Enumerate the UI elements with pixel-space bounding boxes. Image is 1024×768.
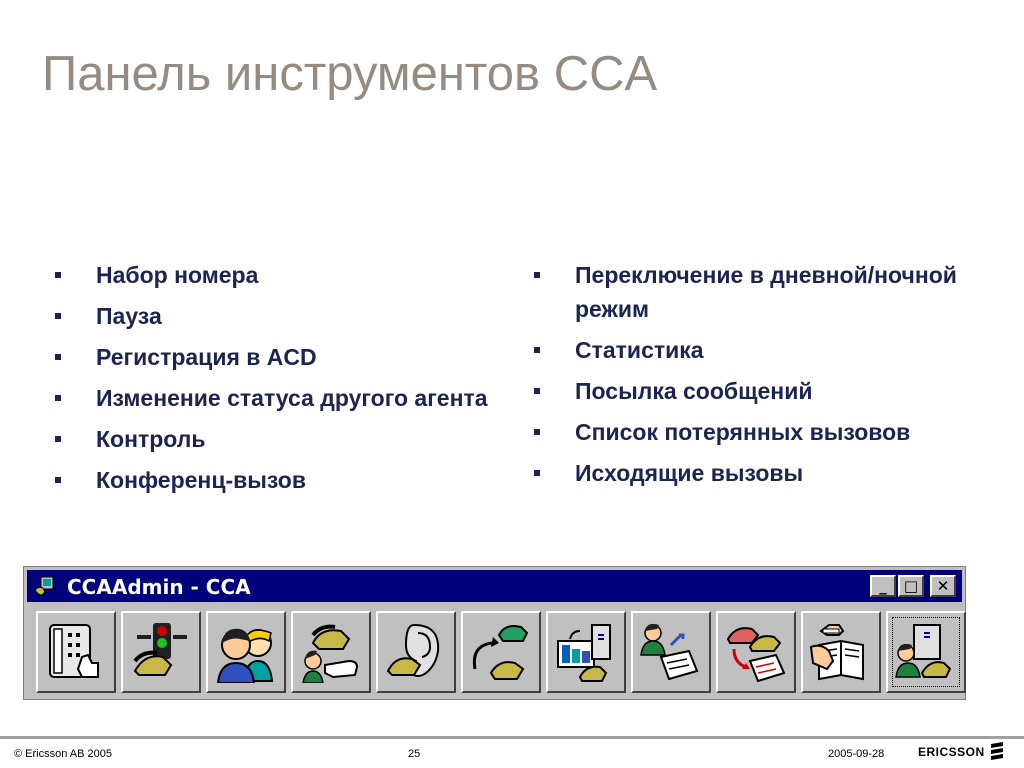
minimize-button[interactable]	[870, 575, 896, 597]
ear-phone-icon	[384, 621, 448, 683]
bullet-item	[96, 258, 496, 292]
bullet-item	[575, 333, 975, 367]
bullet-marker	[55, 313, 61, 319]
maximize-icon: □	[903, 577, 919, 595]
bullet-marker	[534, 272, 540, 278]
dial-button[interactable]	[36, 611, 116, 693]
bullet-text: Переключение в дневной/ночной режим	[575, 262, 957, 322]
outgoing-calls-button[interactable]	[886, 611, 966, 693]
bullet-text: Контроль	[96, 426, 206, 452]
bullet-item	[96, 422, 496, 456]
send-message-button[interactable]	[631, 611, 711, 693]
page-number: 25	[408, 748, 421, 760]
bullet-text: Исходящие вызовы	[575, 460, 804, 486]
bullet-marker	[534, 347, 540, 353]
minimize-icon: _	[879, 577, 887, 595]
close-icon: ✕	[936, 577, 950, 595]
phone-calendar-icon	[724, 621, 788, 683]
close-button[interactable]	[930, 575, 956, 597]
bullet-text: Набор номера	[96, 262, 259, 288]
bullet-text: Статистика	[575, 337, 704, 363]
agent-calendar-icon	[639, 621, 703, 683]
monitor-button[interactable]	[376, 611, 456, 693]
traffic-light-phone-icon	[129, 621, 193, 683]
ericsson-logo: ERICSSON	[918, 745, 985, 759]
slide-title: Панель инструментов CCA	[42, 47, 658, 101]
bullet-marker	[534, 470, 540, 476]
bullet-marker	[55, 477, 61, 483]
cca-window	[23, 566, 966, 700]
bullet-item	[96, 340, 496, 374]
day-night-mode-button[interactable]	[801, 611, 881, 693]
bullet-text: Изменение статуса другого агента	[96, 385, 488, 411]
bullet-item	[575, 258, 975, 326]
bullet-item	[575, 374, 975, 408]
hand-book-icon	[809, 621, 873, 683]
bullet-text: Посылка сообщений	[575, 378, 813, 404]
bullet-item	[96, 463, 496, 497]
bullet-text: Список потерянных вызовов	[575, 419, 911, 445]
bullet-item	[575, 415, 975, 449]
bullet-item	[96, 299, 496, 333]
bullet-marker	[534, 429, 540, 435]
left-bullet-list	[96, 258, 496, 504]
bullet-marker	[55, 272, 61, 278]
window-title: CCAAdmin - CCA	[67, 575, 251, 599]
statistics-button[interactable]	[546, 611, 626, 693]
pause-button[interactable]	[121, 611, 201, 693]
bullet-marker	[55, 436, 61, 442]
phone-transfer-icon	[469, 621, 533, 683]
footer-divider	[0, 736, 1024, 739]
copyright: © Ericsson AB 2005	[14, 748, 112, 760]
footer-date: 2005-09-28	[828, 748, 885, 760]
change-agent-status-button[interactable]	[291, 611, 371, 693]
bullet-item	[575, 456, 975, 490]
right-bullet-list	[575, 258, 975, 497]
ericsson-logo-icon	[990, 742, 1004, 760]
window-titlebar[interactable]	[27, 570, 962, 602]
bullet-item	[96, 381, 496, 415]
acd-login-button[interactable]	[206, 611, 286, 693]
monitor-phone-icon	[554, 621, 618, 683]
maximize-button[interactable]	[898, 575, 924, 597]
agent-server-phone-icon	[894, 621, 958, 683]
lost-calls-button[interactable]	[716, 611, 796, 693]
phone-pointing-hand-icon	[299, 621, 363, 683]
two-agents-icon	[214, 621, 278, 683]
bullet-marker	[55, 395, 61, 401]
bullet-text: Конференц-вызов	[96, 467, 306, 493]
bullet-text: Регистрация в ACD	[96, 344, 317, 370]
bullet-marker	[534, 388, 540, 394]
app-icon[interactable]	[33, 576, 55, 598]
bullet-marker	[55, 354, 61, 360]
keypad-phone-icon	[44, 621, 108, 683]
conference-call-button[interactable]	[461, 611, 541, 693]
bullet-text: Пауза	[96, 303, 162, 329]
